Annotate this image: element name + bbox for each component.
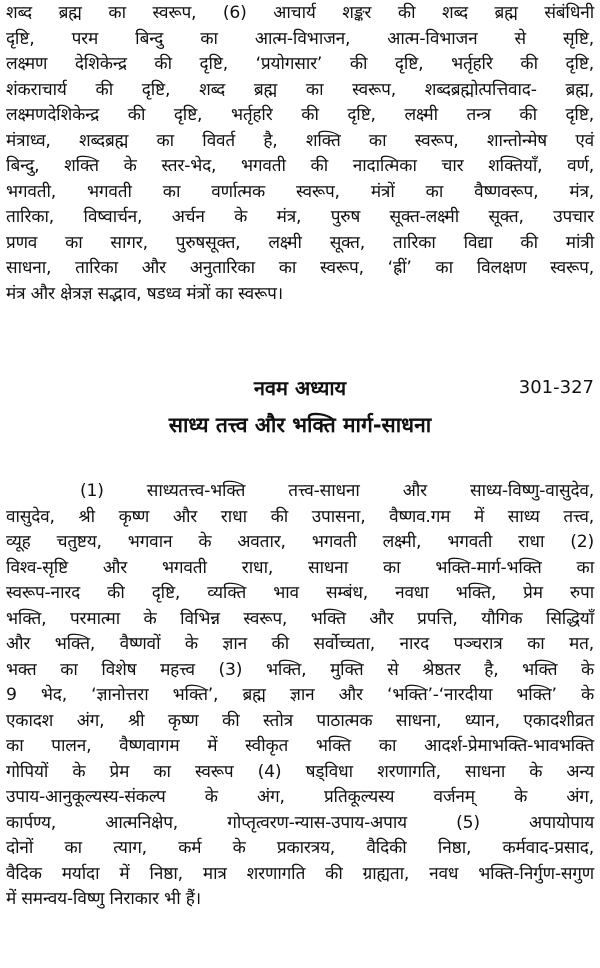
text-line: एकादश अंग, श्री कृष्ण की स्तोत्र पाठात्मक साधना, ध्यान, एकादशीव्रत	[6, 710, 594, 731]
text-line: उपाय-आनुकूल्यस्य-संकल्प के अंग, प्रतिकूल्यस्य वर्जनम् के अंग,	[6, 787, 594, 807]
text-line: का पालन, वैष्णवागम में स्वीकृत भक्ति का आदर्श-प्रेमाभक्ति-भावभक्ति	[6, 736, 594, 756]
text-line: साधना, तारिका और अनुतारिका का स्वरूप, ‘ह्रीं’ का विलक्षण स्वरूप,	[6, 258, 594, 278]
text-line: लक्ष्मण देशिकेन्द्र की दृष्टि, ‘प्रयोगसार’ की दृष्टि, भर्तृहरि की दृष्टि,	[6, 54, 594, 74]
text-line: शब्द ब्रह्म का स्वरूप, (6) आचार्य शङ्कर की शब्द ब्रह्म संबंधिनी	[6, 3, 594, 23]
text-line: व्यूह चतुष्टय, भगवान के अवतार, भगवती लक्ष्मी, भगवती राधा (2)	[6, 532, 594, 552]
text-line: प्रणव का सागर, पुरुषसूक्त, लक्ष्मी सूक्त, तारिका विद्या की मांत्री	[6, 232, 594, 253]
text-line: वैदिक मर्यादा में निष्ठा, मात्र शरणागति की ग्राह्यता, नवध भक्ति-निर्गुण-सगुण	[6, 863, 594, 884]
chapter-page-range: 301-327	[518, 377, 594, 398]
text-line: दोनों का त्याग, कर्म के प्रकारत्रय, वैदिकी निष्ठा, कर्मवाद-प्रसाद,	[6, 838, 594, 858]
text-line: (1) साध्यतत्त्व-भक्ति तत्त्व-साधना और साध्य-विष्णु-वासुदेव,	[80, 481, 594, 501]
text-line: दृष्टि, परम बिन्दु का आत्म-विभाजन, आत्म-विभाजन से सृष्टि,	[6, 28, 594, 49]
text-line: विश्व-सृष्टि और भगवती राधा, साधना का भक्ति-मार्ग-भक्ति का	[6, 557, 594, 578]
text-line: भक्त का विशेष महत्त्व (3) भक्ति, मुक्ति से श्रेष्ठतर है, भक्ति के	[6, 659, 594, 680]
text-line: गोपियों के प्रेम का स्वरूप (4) षड्विधा शरणागति, साधना के अन्य	[6, 761, 594, 782]
text-line: लक्ष्मणदेशिकेन्द्र की दृष्टि, भर्तृहरि की दृष्टि, लक्ष्मी तन्त्र की दृष्टि,	[6, 105, 594, 125]
text-line: स्वरूप-नारद की दृष्टि, व्यक्ति भाव सम्बंध, नवधा भक्ति, प्रेम रुपा	[6, 583, 594, 603]
text-line: मंत्र और क्षेत्रज्ञ सद्भाव, षडध्व मंत्रों का स्वरूप।	[6, 283, 283, 304]
text-line: मंत्राध्व, शब्दब्रह्म का विवर्त है, शक्ति का स्वरूप, शान्तोन्मेष एवं	[6, 130, 594, 151]
text-line: वासुदेव, श्री कृष्ण और राधा की उपासना, वैष्णव.गम में साध्य तत्त्व,	[6, 506, 594, 527]
text-line: भगवती, भगवती का वर्णात्मक स्वरूप, मंत्रों का वैष्णवरूप, मंत्र,	[6, 181, 594, 202]
text-line: 9 भेद, ‘ज्ञानोत्तरा भक्ति’, ब्रह्म ज्ञान और ‘भक्ति’-‘नारदीया भक्ति’ के	[6, 685, 594, 705]
text-line: कार्पण्य, आत्मनिक्षेप, गोप्तृत्वरण-न्यास-उपाय-अपाय (5) अपायोपाय	[6, 812, 594, 833]
text-line: बिन्दु, शक्ति के स्तर-भेद, भगवती की नादात्मिका चार शक्तियाँ, वर्ण,	[6, 156, 594, 176]
text-line: में समन्वय-विष्णु निराकार भी हैं।	[6, 889, 201, 909]
chapter-subtitle: साध्य तत्त्व और भक्ति मार्ग-साधना	[168, 413, 432, 437]
text-line: भक्ति, परमात्मा के विभिन्न स्वरूप, भक्ति और प्रपत्ति, यौगिक सिद्धियाँ	[6, 608, 594, 629]
contents-paragraph-chapter-8	[6, 1, 594, 307]
chapter-heading-row	[0, 373, 600, 405]
text-line: शंकराचार्य की दृष्टि, शब्द ब्रह्म का स्वरूप, शब्दब्रह्मोत्पत्तिवाद- ब्रह्म,	[6, 79, 594, 100]
text-line: तारिका, विष्वार्चन, अर्चन के मंत्र, पुरुष सूक्त-लक्ष्मी सूक्त, उपचार	[6, 207, 594, 227]
text-line: और भक्ति, वैष्णवों के ज्ञान की सर्वोच्चता, नारद पञ्चरात्र का मत,	[6, 634, 594, 654]
chapter-title: नवम अध्याय	[253, 376, 347, 400]
contents-paragraph-chapter-9	[6, 479, 594, 913]
